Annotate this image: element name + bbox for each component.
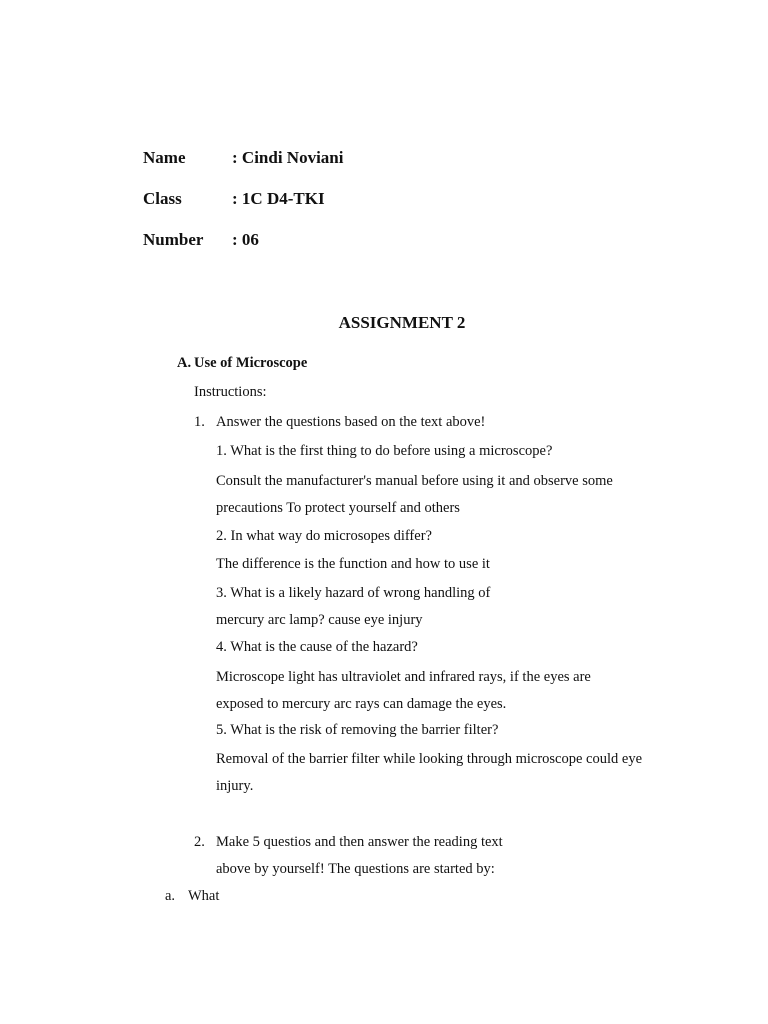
name-value: : Cindi Noviani [232, 148, 344, 167]
section-heading: Use of Microscope [194, 355, 308, 371]
class-value: : 1C D4-TKI [232, 189, 325, 208]
task2-line-2: above by yourself! The questions are started by: [216, 861, 495, 877]
section-marker: A. [177, 355, 192, 371]
class-label: Class [143, 189, 182, 208]
question-2: 2. In what way do microsopes differ? [216, 528, 432, 544]
question-5: 5. What is the risk of removing the barrier filter? [216, 722, 499, 738]
answer-1-line-1: Consult the manufacturer's manual before using it and observe some [216, 473, 613, 489]
sub-a-text: What [188, 888, 220, 904]
task1-number: 1. [194, 414, 205, 430]
assignment-title: ASSIGNMENT 2 [338, 313, 466, 332]
task2-number: 2. [194, 834, 205, 850]
task2-line-1: Make 5 questios and then answer the reading text [216, 834, 503, 850]
question-1: 1. What is the first thing to do before using a microscope? [216, 443, 553, 459]
number-label: Number [143, 230, 204, 249]
number-value: : 06 [232, 230, 259, 249]
answer-2: The difference is the function and how to use it [216, 556, 490, 572]
answer-1-line-2: precautions To protect yourself and others [216, 500, 460, 516]
question-4: 4. What is the cause of the hazard? [216, 639, 418, 655]
answer-3: mercury arc lamp? cause eye injury [216, 612, 423, 628]
answer-4-line-2: exposed to mercury arc rays can damage the eyes. [216, 696, 507, 712]
question-3: 3. What is a likely hazard of wrong handling of [216, 585, 491, 601]
answer-5-line-2: injury. [216, 778, 254, 794]
task1-text: Answer the questions based on the text above! [216, 414, 486, 430]
answer-4-line-1: Microscope light has ultraviolet and infrared rays, if the eyes are [216, 669, 591, 685]
sub-a-marker: a. [165, 888, 176, 904]
instructions-label: Instructions: [194, 384, 267, 400]
name-label: Name [143, 148, 186, 167]
answer-5-line-1: Removal of the barrier filter while looking through microscope could eye [216, 751, 643, 767]
